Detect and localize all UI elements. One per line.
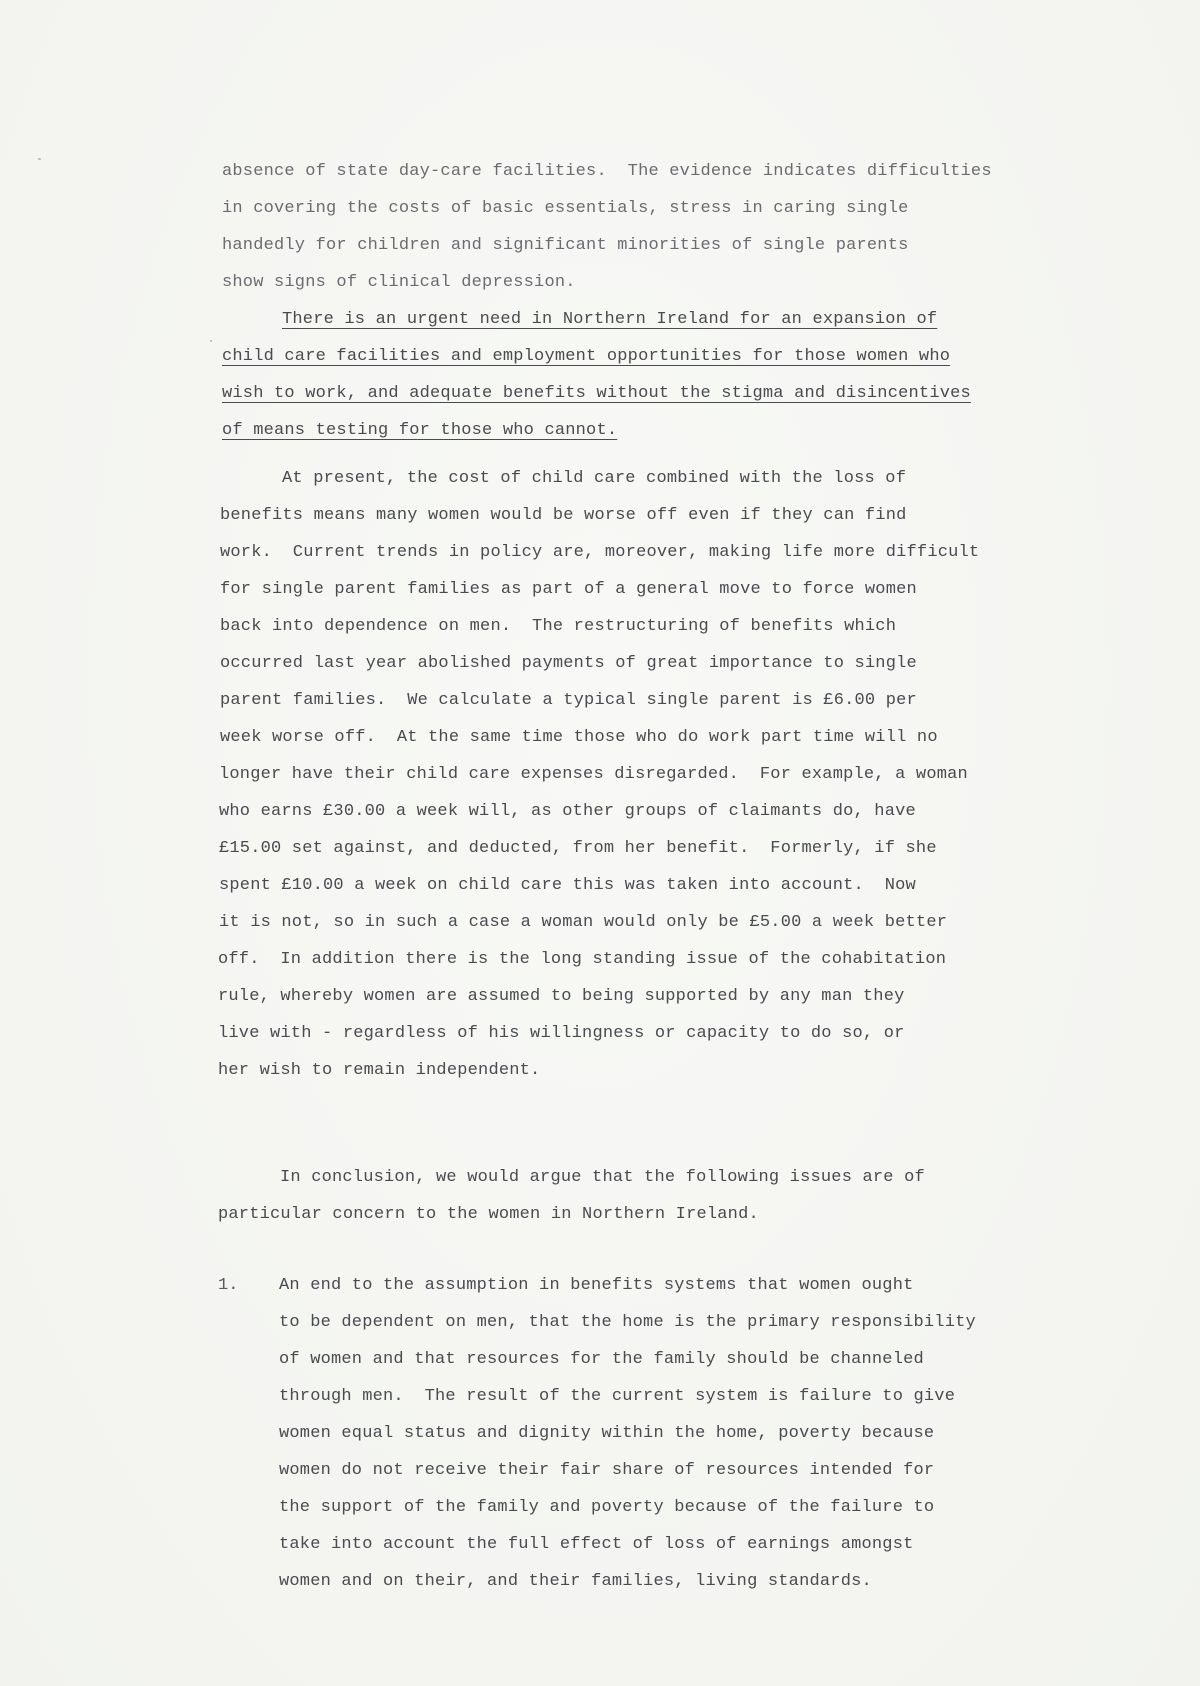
text-line: through men. The result of the current system is failure to give bbox=[279, 1387, 956, 1406]
text-line: longer have their child care expenses disregarded. For example, a woman bbox=[219, 765, 968, 784]
text-line: In conclusion, we would argue that the following issues are of bbox=[280, 1168, 925, 1187]
text-line: her wish to remain independent. bbox=[218, 1061, 541, 1080]
text-line: back into dependence on men. The restructuring of benefits which bbox=[220, 617, 897, 636]
text-line: £15.00 set against, and deducted, from her benefit. Formerly, if she bbox=[219, 839, 937, 858]
text-line: week worse off. At the same time those who do work part time will no bbox=[220, 728, 938, 747]
paper-speck bbox=[38, 158, 41, 160]
text-line: rule, whereby women are assumed to being supported by any man they bbox=[218, 987, 905, 1006]
underlined-line: There is an urgent need in Northern Ireland for an expansion of bbox=[282, 310, 938, 329]
text-line: absence of state day-care facilities. The evidence indicates difficulties bbox=[222, 162, 992, 181]
text-line: work. Current trends in policy are, moreover, making life more difficult bbox=[220, 543, 980, 562]
text-line: At present, the cost of child care combined with the loss of bbox=[282, 469, 907, 488]
text-line: women equal status and dignity within the home, poverty because bbox=[279, 1424, 935, 1443]
text-line: occurred last year abolished payments of great importance to single bbox=[220, 654, 917, 673]
text-line: live with - regardless of his willingness or capacity to do so, or bbox=[218, 1024, 905, 1043]
text-line: handedly for children and significant minorities of single parents bbox=[222, 236, 909, 255]
text-line: for single parent families as part of a general move to force women bbox=[220, 580, 917, 599]
text-line: the support of the family and poverty because of the failure to bbox=[279, 1498, 935, 1517]
text-line: take into account the full effect of loss of earnings amongst bbox=[279, 1535, 914, 1554]
text-line: off. In addition there is the long standing issue of the cohabitation bbox=[218, 950, 947, 969]
text-line: women do not receive their fair share of resources intended for bbox=[279, 1461, 935, 1480]
text-line: particular concern to the women in Northern Ireland. bbox=[218, 1205, 759, 1224]
paper-speck bbox=[210, 340, 212, 342]
text-line: women and on their, and their families, living standards. bbox=[279, 1572, 872, 1591]
text-line: it is not, so in such a case a woman would only be £5.00 a week better bbox=[219, 913, 948, 932]
text-line: in covering the costs of basic essentials, stress in caring single bbox=[222, 199, 909, 218]
text-line: to be dependent on men, that the home is the primary responsibility bbox=[279, 1313, 976, 1332]
text-line: who earns £30.00 a week will, as other groups of claimants do, have bbox=[219, 802, 916, 821]
underlined-line: wish to work, and adequate benefits without the stigma and disincentives bbox=[222, 384, 971, 403]
text-line: of women and that resources for the family should be channeled bbox=[279, 1350, 924, 1369]
item-number: 1. bbox=[218, 1276, 239, 1295]
text-line: spent £10.00 a week on child care this was taken into account. Now bbox=[219, 876, 916, 895]
underlined-line: of means testing for those who cannot. bbox=[222, 421, 618, 440]
text-line: benefits means many women would be worse off even if they can find bbox=[220, 506, 907, 525]
underlined-line: child care facilities and employment opportunities for those women who bbox=[222, 347, 951, 366]
text-line: An end to the assumption in benefits systems that women ought bbox=[279, 1276, 914, 1295]
text-line: parent families. We calculate a typical single parent is £6.00 per bbox=[220, 691, 917, 710]
text-line: show signs of clinical depression. bbox=[222, 273, 576, 292]
